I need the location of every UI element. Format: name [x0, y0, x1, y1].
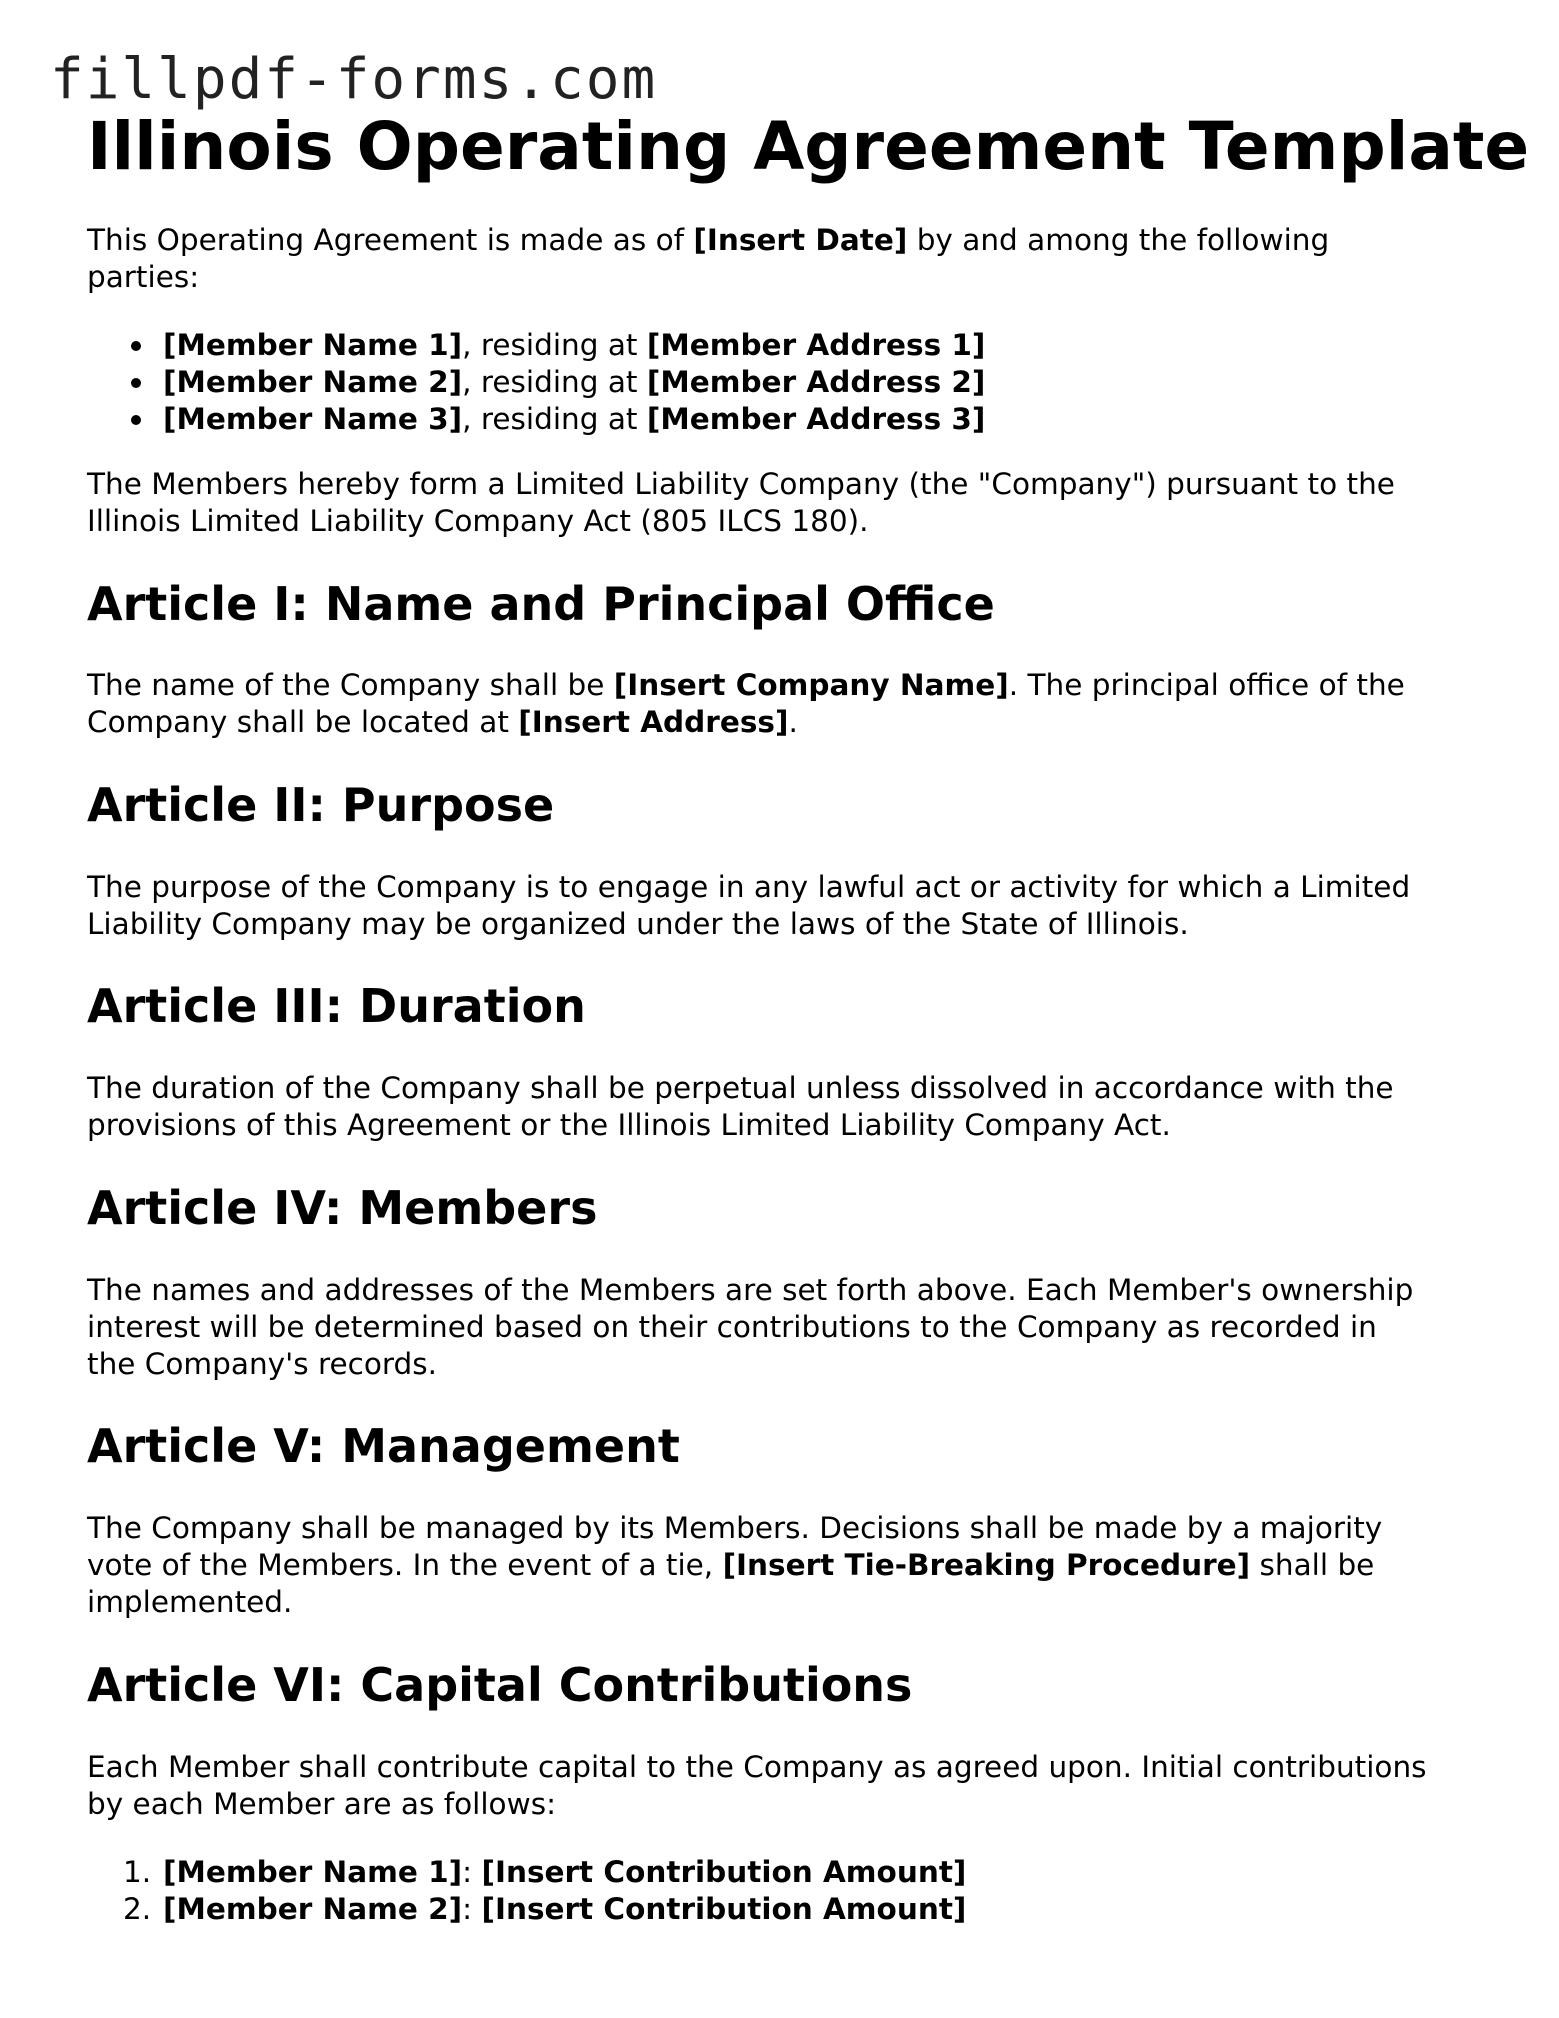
- paragraph-line: provisions of this Agreement or the Illinois Limited Liability Company Act.: [87, 1108, 1171, 1142]
- contribution-placeholder: [Insert Contribution Amount]: [481, 1855, 967, 1889]
- list-item: [87, 364, 985, 401]
- intro-text: by and among the following: [907, 223, 1330, 257]
- paragraph-line: The names and addresses of the Members are set forth above. Each Member's ownership: [87, 1273, 1414, 1307]
- list-item: [87, 1854, 966, 1891]
- paragraph-text: vote of the Members. In the event of a tie,: [87, 1548, 723, 1582]
- article-2-paragraph: [87, 869, 1487, 943]
- paragraph-line: implemented.: [87, 1585, 293, 1619]
- intro-text: This Operating Agreement is made as of: [87, 223, 694, 257]
- paragraph-line: The purpose of the Company is to engage in any lawful act or activity for which a Limited: [87, 870, 1411, 904]
- list-number: 1.: [123, 1855, 152, 1889]
- company-name-placeholder: [Insert Company Name]: [613, 668, 1009, 702]
- paragraph-line: interest will be determined based on their contributions to the Company as recorded in: [87, 1310, 1377, 1344]
- member-name: [Member Name 1]: [163, 1855, 463, 1889]
- member-address: [Member Address 1]: [646, 328, 986, 362]
- member-name: [Member Name 1]: [163, 328, 463, 362]
- member-address: [Member Address 3]: [646, 402, 986, 436]
- list-number: 2.: [123, 1892, 152, 1926]
- paragraph-text: shall be: [1250, 1548, 1375, 1582]
- paragraph-text: .: [788, 705, 798, 739]
- contribution-placeholder: [Insert Contribution Amount]: [481, 1892, 967, 1926]
- article-4-heading: Article IV: Members: [87, 1181, 598, 1235]
- bullet-icon: [131, 415, 141, 425]
- member-name: [Member Name 2]: [163, 1892, 463, 1926]
- intro-paragraph: [87, 222, 1487, 296]
- member-list: [87, 327, 985, 438]
- article-6-paragraph: [87, 1749, 1487, 1823]
- paragraph-line: Each Member shall contribute capital to the Company as agreed upon. Initial contributions: [87, 1750, 1427, 1784]
- list-item-text: :: [462, 1892, 482, 1926]
- article-4-paragraph: [87, 1272, 1487, 1383]
- article-5-paragraph: [87, 1510, 1487, 1621]
- formation-paragraph: [87, 466, 1487, 540]
- article-2-heading: Article II: Purpose: [87, 778, 555, 832]
- member-address: [Member Address 2]: [646, 365, 986, 399]
- paragraph-text: Company shall be located at: [87, 705, 519, 739]
- paragraph-line: The Company shall be managed by its Members. Decisions shall be made by a majority: [87, 1511, 1383, 1545]
- list-item-text: , residing at: [462, 402, 647, 436]
- bullet-icon: [131, 378, 141, 388]
- tie-breaking-placeholder: [Insert Tie-Breaking Procedure]: [722, 1548, 1251, 1582]
- watermark-text: fillpdf-forms.com: [50, 47, 658, 112]
- article-6-heading: Article VI: Capital Contributions: [87, 1658, 913, 1712]
- list-item: [87, 401, 985, 438]
- intro-text: parties:: [87, 260, 200, 294]
- list-item: [87, 1891, 966, 1928]
- article-1-paragraph: [87, 667, 1487, 741]
- article-3-paragraph: [87, 1070, 1487, 1144]
- list-item-text: :: [462, 1855, 482, 1889]
- paragraph-text: . The principal office of the: [1008, 668, 1405, 702]
- date-placeholder: [Insert Date]: [693, 223, 908, 257]
- paragraph-line: the Company's records.: [87, 1347, 437, 1381]
- paragraph-line: by each Member are as follows:: [87, 1787, 557, 1821]
- paragraph-text: The name of the Company shall be: [87, 668, 614, 702]
- article-5-heading: Article V: Management: [87, 1419, 680, 1473]
- member-name: [Member Name 3]: [163, 402, 463, 436]
- paragraph-line: Liability Company may be organized under the laws of the State of Illinois.: [87, 907, 1189, 941]
- list-item: [87, 327, 985, 364]
- member-name: [Member Name 2]: [163, 365, 463, 399]
- document-title: Illinois Operating Agreement Template: [87, 108, 1530, 185]
- list-item-text: , residing at: [462, 365, 647, 399]
- paragraph-line: Illinois Limited Liability Company Act (805 ILCS 180).: [87, 504, 869, 538]
- paragraph-line: The duration of the Company shall be perpetual unless dissolved in accordance with the: [87, 1071, 1394, 1105]
- bullet-icon: [131, 341, 141, 351]
- paragraph-line: The Members hereby form a Limited Liability Company (the "Company") pursuant to the: [87, 467, 1395, 501]
- article-3-heading: Article III: Duration: [87, 979, 586, 1033]
- list-item-text: , residing at: [462, 328, 647, 362]
- address-placeholder: [Insert Address]: [518, 705, 789, 739]
- article-1-heading: Article I: Name and Principal Office: [87, 577, 995, 631]
- contribution-list: [87, 1854, 966, 1928]
